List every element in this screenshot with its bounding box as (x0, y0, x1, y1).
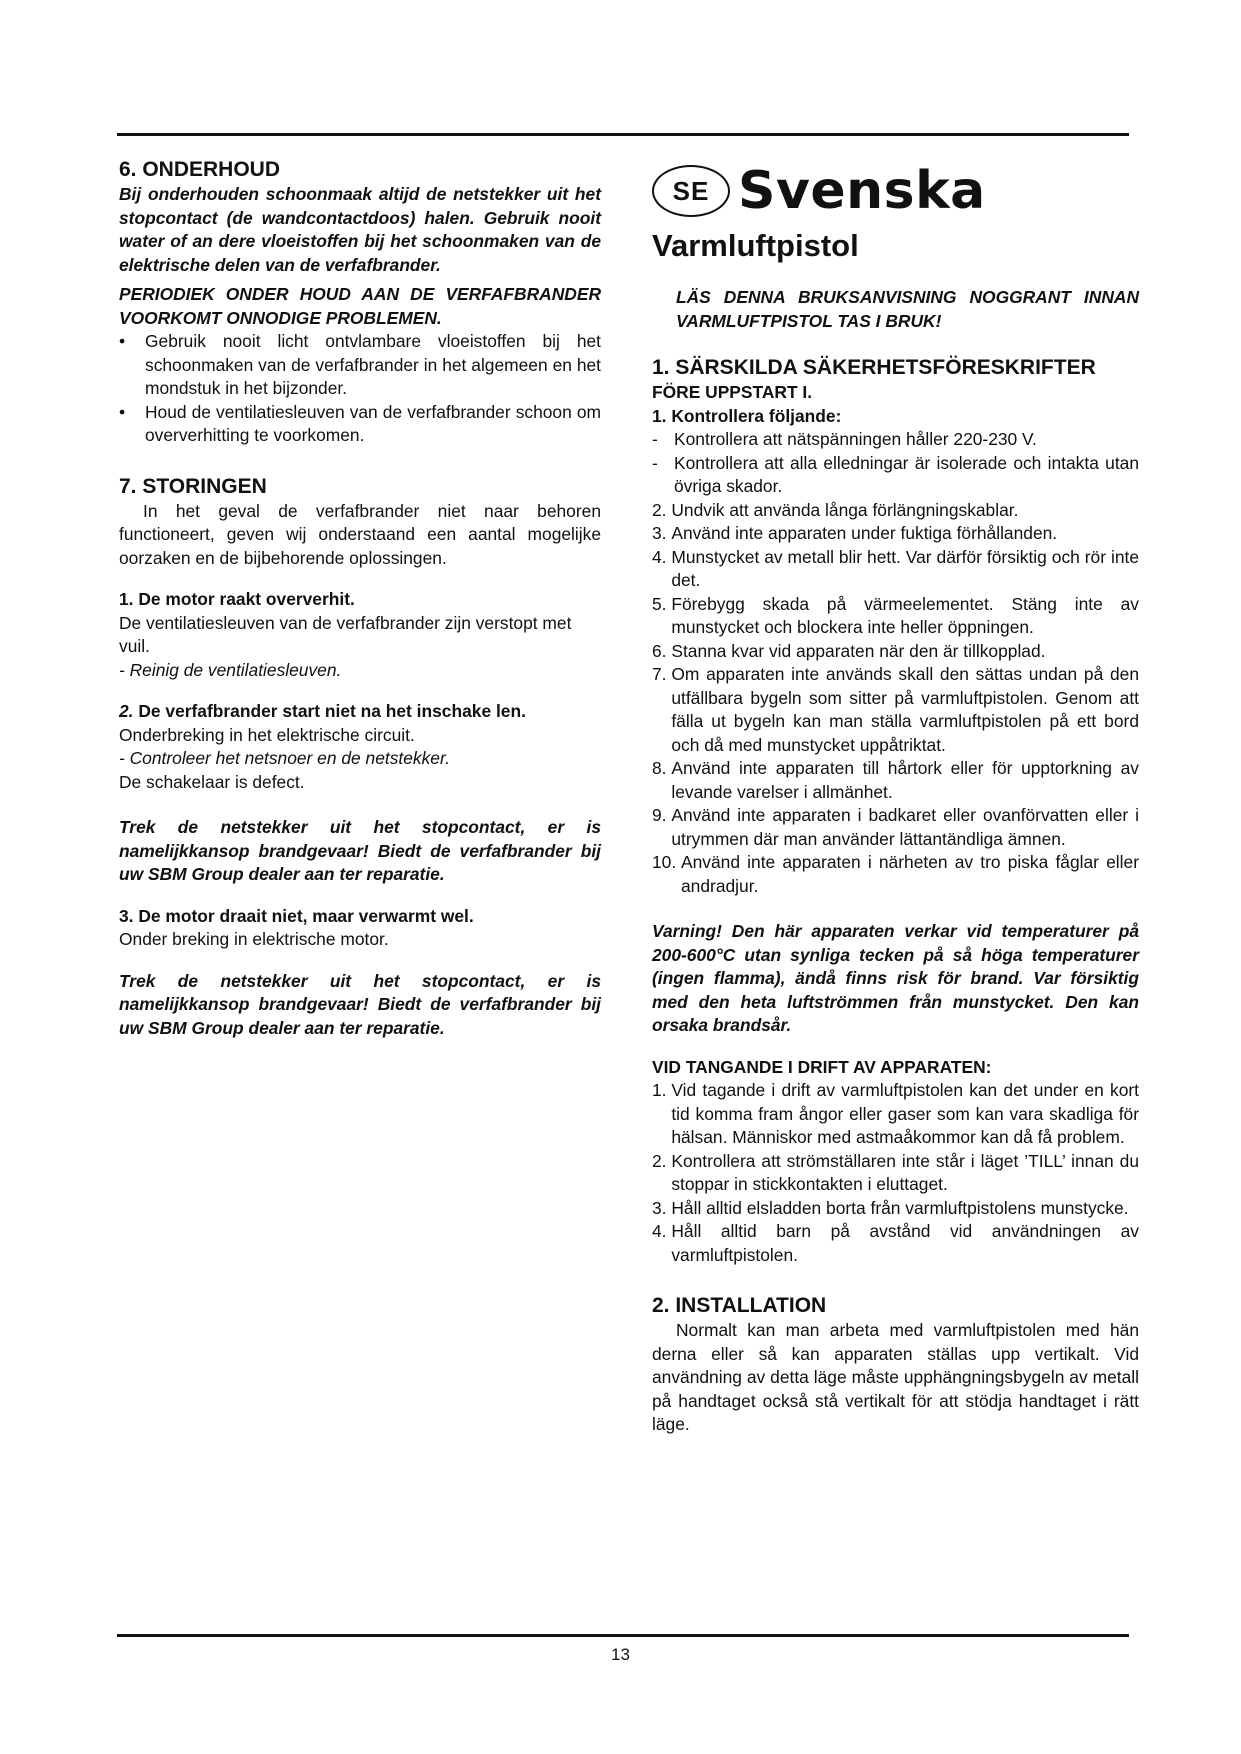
right-column (652, 157, 1139, 1437)
top-rule (117, 133, 1129, 136)
list-item: - Kontrollera att nätspänningen håller 220-230 V. (652, 429, 1037, 449)
problem-3-text: Onder breking in elektrische motor. (119, 929, 389, 949)
list-item: - Kontrollera att alla elledningar är isolerade och intakta utan övriga skador. (652, 452, 1139, 496)
list-item: 10. Använd inte apparaten i närheten av tro piska fåglar eller andradjur. (652, 852, 1139, 896)
read-notice: LÄS DENNA BRUKSANVISNING NOGGRANT INNAN VARMLUFTPISTOL TAS I BRUK! (676, 287, 1139, 331)
onderhoud-warning: Bij onderhouden schoonmaak altijd de netstekker uit het stopcontact (de wandcontactdoos) halen. Gebruik nooit water of an dere vloeistoffen bij het schoonmaken van de elektrische delen van de verfafbrander. (119, 184, 601, 275)
repair-warning-2: Trek de netstekker uit het stopcontact, er is namelijkkansop brandgevaar! Biedt de verfafbrander bij uw SBM Group dealer aan ter reparatie. (119, 970, 601, 1038)
problem-1-heading: 1. De motor raakt oververhit. (119, 589, 355, 609)
list-item: 4. Munstycket av metall blir hett. Var därför försiktig och rör inte det. (652, 546, 1139, 590)
section-title-sakerhet: 1. SÄRSKILDA SÄKERHETSFÖRESKRIFTER (652, 356, 1096, 379)
product-title: Varmluftpistol (652, 228, 859, 263)
language-header (652, 162, 1139, 220)
problem-2-text-2: De schakelaar is defect. (119, 771, 305, 792)
list-item: 7. Om apparaten inte används skall den sättas undan på den utfällbara bygeln som sitter på varmluftpistolen. Genom att fälla ut bygeln kan man ställa varmluftpistolen på ett bord och då med munstycket uppåtriktat. (652, 664, 1139, 755)
installation-text: Normalt kan man arbeta med varmluftpistolen med hän derna eller så kan apparaten ställas upp vertikalt. Vid användning av detta läge måste upphängningsbygeln av metall på handtaget också stå vertikalt för att stödja handtaget i rätt läge. (652, 1320, 1139, 1434)
language-badge: SE (652, 165, 730, 217)
list-item: 3. Håll alltid elsladden borta från varmluftpistolens munstycke. (652, 1197, 1129, 1218)
problem-2-text: Onderbreking in het elektrische circuit. (119, 724, 415, 745)
left-column (119, 157, 601, 1040)
section-title-installation: 2. INSTALLATION (652, 1294, 827, 1317)
list-item: 2. Kontrollera att strömställaren inte står i läget ’TILL’ innan du stoppar in stickkontakten i eluttaget. (652, 1150, 1139, 1194)
section-title-onderhoud: 6. ONDERHOUD (119, 158, 281, 181)
list-item: • Houd de ventilatiesleuven van de verfafbrander schoon om oververhitting te voorkomen. (119, 401, 601, 448)
drift-heading: VID TANGANDE I DRIFT AV APPARATEN: (652, 1056, 992, 1077)
sakerhet-subheading: FÖRE UPPSTART I. (652, 382, 813, 402)
list-item: 9. Använd inte apparaten i badkaret eller ovanförvatten eller i utrymmen där man använder lättantändliga ämnen. (652, 805, 1139, 849)
list-item: • Gebruik nooit licht ontvlambare vloeistoffen bij het schoonmaken van de verfafbrander in het algemeen en het mondstuk in het bijzonder. (119, 330, 601, 401)
onderhoud-notice: PERIODIEK ONDER HOUD AAN DE VERFAFBRANDER VOORKOMT ONNODIGE PROBLEMEN. (119, 284, 601, 328)
language-title: Svenska (738, 161, 986, 221)
problem-3-heading: 3. De motor draait niet, maar verwarmt wel. (119, 905, 474, 926)
list-item: 6. Stanna kvar vid apparaten när den är tillkopplad. (652, 640, 1046, 661)
list-item: 1. Vid tagande i drift av varmluftpistolen kan det under en kort tid komma fram ångor eller gaser som kan vara skadliga för hälsan. Människor med astmaåkommor kan då få problem. (652, 1080, 1139, 1147)
list-item: 8. Använd inte apparaten till hårtork eller för upptorkning av levande varelser i allmänhet. (652, 758, 1139, 802)
problem-1-text: De ventilatiesleuven van de verfafbrander zijn verstopt met vuil. (119, 612, 572, 656)
list-item: 4. Håll alltid barn på avstånd vid användningen av varmluftpistolen. (652, 1221, 1139, 1265)
problem-2-fix: - Controleer het netsnoer en de netstekker. (119, 748, 450, 768)
dash-list (652, 428, 1139, 499)
onderhoud-bullets (119, 330, 601, 448)
problem-2-heading (119, 700, 601, 724)
sakerhet-subheading-2: 1. Kontrollera följande: (652, 405, 842, 426)
page-number: 13 (611, 1645, 630, 1664)
problem-1-fix: - Reinig de ventilatiesleuven. (119, 659, 342, 680)
problem-2-number: 2. (119, 701, 134, 721)
list-item: 2. Undvik att använda långa förlängningskablar. (652, 499, 1019, 520)
section-title-storingen: 7. STORINGEN (119, 474, 267, 498)
bottom-rule (117, 1634, 1129, 1637)
repair-warning-1: Trek de netstekker uit het stopcontact, er is namelijkkansop brandgevaar! Biedt de verfafbrander bij uw SBM Group dealer aan ter reparatie. (119, 817, 601, 884)
drift-list (652, 1079, 1139, 1267)
storingen-intro: In het geval de verfafbrander niet naar behoren functioneert, geven wij onderstaand een aantal mogelijke oorzaken en de bijbehorende oplossingen. (119, 500, 601, 568)
temperature-warning: Varning! Den här apparaten verkar vid temperaturer på 200-600°C utan synliga tecken på så höga temperaturer (ingen flamma), ändå finns risk för brand. Var försiktig med den heta luftströmmen från munstycket. Den kan orsaka brandsår. (652, 921, 1139, 1035)
problem-2-heading-text: De verfafbrander start niet na het inschake len. (133, 701, 526, 721)
list-item: 5. Förebygg skada på värmeelementet. Stäng inte av munstycket och blockera inte heller öppningen. (652, 593, 1139, 637)
safety-list (652, 499, 1139, 899)
list-item: 3. Använd inte apparaten under fuktiga förhållanden. (652, 523, 1058, 543)
